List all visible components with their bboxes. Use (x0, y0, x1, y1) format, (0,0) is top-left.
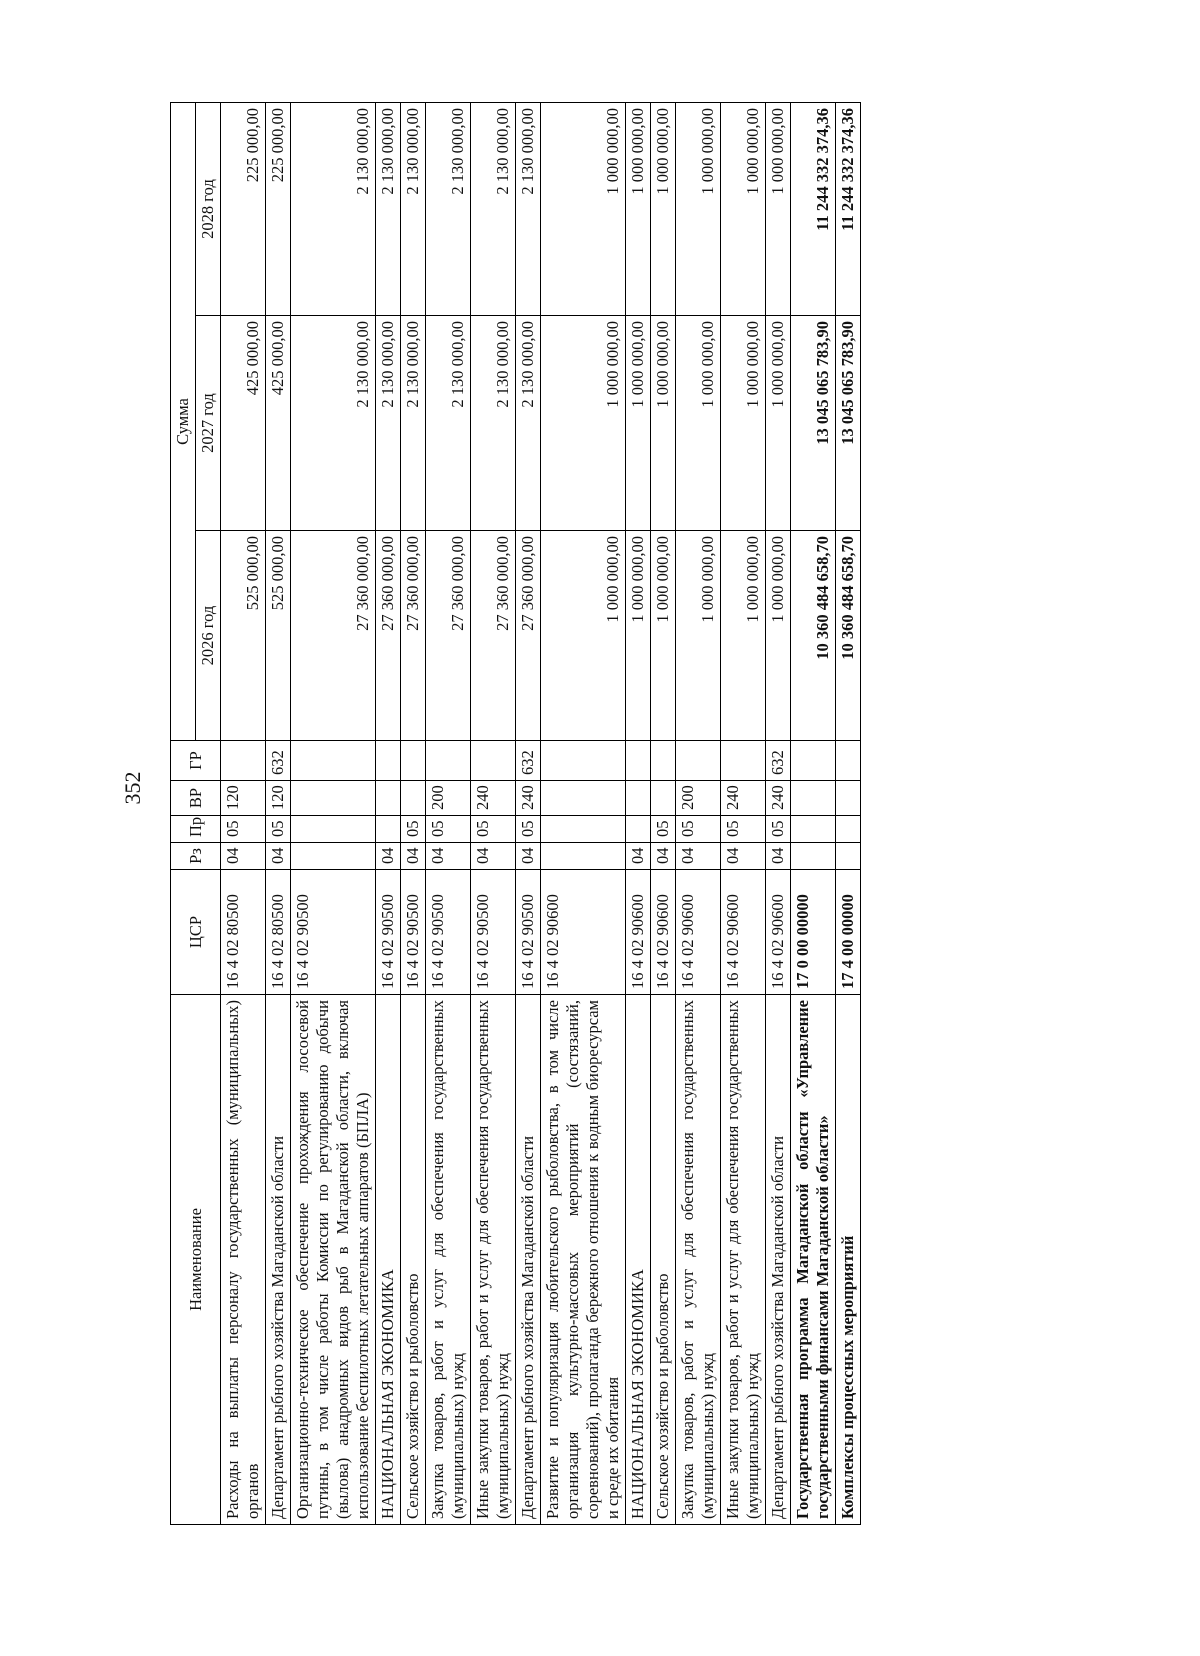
table-row (291, 102, 376, 1524)
row-2028: 2 130 000,00 (471, 102, 516, 315)
row-2026: 1 000 000,00 (651, 531, 676, 741)
header-gr: ГР (171, 741, 221, 781)
row-2027: 1 000 000,00 (721, 316, 766, 531)
row-pr (791, 816, 836, 843)
row-name: Организационно-техническое обеспечение прохождения лососевой путины, в том числе работы Комиссии по регулированию добычи (вылова) анадромных видов рыб в Магаданской области, включая использование беспилотных летательных аппаратов (БПЛА) (291, 995, 376, 1525)
row-gr (626, 741, 651, 781)
row-pr: 05 (221, 816, 266, 843)
row-2028: 1 000 000,00 (626, 102, 651, 315)
row-csr: 16 4 02 80500 (266, 870, 291, 995)
row-rz: 04 (626, 843, 651, 870)
row-rz: 04 (766, 843, 791, 870)
row-csr: 16 4 02 90600 (721, 870, 766, 995)
row-vr: 240 (766, 781, 791, 816)
row-csr: 16 4 02 90500 (426, 870, 471, 995)
row-2026: 525 000,00 (221, 531, 266, 741)
table-row (676, 102, 721, 1524)
row-2026: 27 360 000,00 (401, 531, 426, 741)
row-rz: 04 (721, 843, 766, 870)
row-gr (676, 741, 721, 781)
row-2026: 1 000 000,00 (541, 531, 626, 741)
row-rz: 04 (676, 843, 721, 870)
row-pr: 05 (401, 816, 426, 843)
table-row (471, 102, 516, 1524)
row-2028: 2 130 000,00 (426, 102, 471, 315)
row-csr: 17 4 00 00000 (836, 870, 861, 995)
row-name: Закупка товаров, работ и услуг для обеспечения государственных (муниципальных) нужд (676, 995, 721, 1525)
row-rz: 04 (376, 843, 401, 870)
row-2027: 2 130 000,00 (426, 316, 471, 531)
row-vr (791, 781, 836, 816)
row-csr: 16 4 02 90500 (471, 870, 516, 995)
row-2028: 225 000,00 (266, 102, 291, 315)
row-rz (291, 843, 376, 870)
row-2027: 13 045 065 783,90 (791, 316, 836, 531)
row-2028: 1 000 000,00 (766, 102, 791, 315)
table-row (401, 102, 426, 1524)
row-pr: 05 (266, 816, 291, 843)
row-pr: 05 (766, 816, 791, 843)
row-2026: 1 000 000,00 (676, 531, 721, 741)
row-name: Иные закупки товаров, работ и услуг для обеспечения государственных (муниципальных) нужд (471, 995, 516, 1525)
row-gr (471, 741, 516, 781)
row-pr (626, 816, 651, 843)
row-2028: 1 000 000,00 (541, 102, 626, 315)
row-2027: 2 130 000,00 (291, 316, 376, 531)
row-name: Иные закупки товаров, работ и услуг для обеспечения государственных (муниципальных) нужд (721, 995, 766, 1525)
row-csr: 16 4 02 90600 (541, 870, 626, 995)
table-row (766, 102, 791, 1524)
row-gr: 632 (266, 741, 291, 781)
row-2026: 1 000 000,00 (766, 531, 791, 741)
row-name: Комплексы процессных мероприятий (836, 995, 861, 1525)
header-2027: 2027 год (196, 316, 221, 531)
row-csr: 16 4 02 80500 (221, 870, 266, 995)
header-pr: Пр (171, 816, 221, 843)
row-name: Сельское хозяйство и рыболовство (651, 995, 676, 1525)
row-rz: 04 (516, 843, 541, 870)
row-rz: 04 (401, 843, 426, 870)
row-2028: 2 130 000,00 (376, 102, 401, 315)
row-2028: 11 244 332 374,36 (836, 102, 861, 315)
row-2027: 13 045 065 783,90 (836, 316, 861, 531)
row-gr (221, 741, 266, 781)
header-csr: ЦСР (171, 870, 221, 995)
table-row (426, 102, 471, 1524)
row-2028: 2 130 000,00 (401, 102, 426, 315)
row-gr (541, 741, 626, 781)
row-2028: 225 000,00 (221, 102, 266, 315)
row-gr (426, 741, 471, 781)
row-rz: 04 (471, 843, 516, 870)
row-pr: 05 (676, 816, 721, 843)
table-row (516, 102, 541, 1524)
row-csr: 16 4 02 90500 (401, 870, 426, 995)
row-rz: 04 (651, 843, 676, 870)
row-csr: 16 4 02 90600 (626, 870, 651, 995)
row-name: Государственная программа Магаданской области «Управление государственными финансами Магаданской области» (791, 995, 836, 1525)
table-row (626, 102, 651, 1524)
table-row (651, 102, 676, 1524)
row-gr (291, 741, 376, 781)
row-vr: 120 (221, 781, 266, 816)
row-name: Развитие и популяризация любительского рыболовства, в том числе организация культурно-массовых мероприятий (состязаний, соревнований), пропаганда бережного отношения к водным биоресурсам и среде их обитания (541, 995, 626, 1525)
row-name: Департамент рыбного хозяйства Магаданской области (516, 995, 541, 1525)
page-number: 352 (120, 771, 145, 805)
row-2026: 10 360 484 658,70 (836, 531, 861, 741)
row-pr: 05 (471, 816, 516, 843)
row-csr: 16 4 02 90600 (676, 870, 721, 995)
row-name: НАЦИОНАЛЬНАЯ ЭКОНОМИКА (626, 995, 651, 1525)
row-csr: 16 4 02 90500 (376, 870, 401, 995)
row-2028: 2 130 000,00 (291, 102, 376, 315)
row-vr: 240 (721, 781, 766, 816)
row-pr (376, 816, 401, 843)
table-row (541, 102, 626, 1524)
row-vr (376, 781, 401, 816)
row-2028: 1 000 000,00 (651, 102, 676, 315)
row-csr: 16 4 02 90600 (766, 870, 791, 995)
table-row (266, 102, 291, 1524)
row-2027: 1 000 000,00 (541, 316, 626, 531)
row-pr: 05 (721, 816, 766, 843)
row-vr (626, 781, 651, 816)
row-name: Сельское хозяйство и рыболовство (401, 995, 426, 1525)
row-2026: 1 000 000,00 (721, 531, 766, 741)
row-vr: 200 (426, 781, 471, 816)
row-pr: 05 (651, 816, 676, 843)
row-2028: 2 130 000,00 (516, 102, 541, 315)
row-2026: 27 360 000,00 (471, 531, 516, 741)
row-gr: 632 (516, 741, 541, 781)
header-name: Наименование (171, 995, 221, 1525)
row-gr (376, 741, 401, 781)
header-rz: Рз (171, 843, 221, 870)
row-2027: 1 000 000,00 (626, 316, 651, 531)
row-2026: 27 360 000,00 (516, 531, 541, 741)
row-vr (401, 781, 426, 816)
row-rz (791, 843, 836, 870)
table-row (836, 102, 861, 1524)
row-csr: 16 4 02 90500 (291, 870, 376, 995)
row-2028: 11 244 332 374,36 (791, 102, 836, 315)
row-vr: 200 (676, 781, 721, 816)
row-2027: 1 000 000,00 (651, 316, 676, 531)
header-sum: Сумма (171, 102, 196, 740)
row-2026: 525 000,00 (266, 531, 291, 741)
row-rz: 04 (266, 843, 291, 870)
row-pr (291, 816, 376, 843)
header-2028: 2028 год (196, 102, 221, 315)
row-2027: 425 000,00 (221, 316, 266, 531)
row-gr (401, 741, 426, 781)
row-pr: 05 (426, 816, 471, 843)
row-2028: 1 000 000,00 (676, 102, 721, 315)
header-2026: 2026 год (196, 531, 221, 741)
table-row (376, 102, 401, 1524)
row-2027: 425 000,00 (266, 316, 291, 531)
row-gr (721, 741, 766, 781)
row-csr: 16 4 02 90500 (516, 870, 541, 995)
row-vr (291, 781, 376, 816)
row-2027: 1 000 000,00 (676, 316, 721, 531)
row-gr (791, 741, 836, 781)
row-rz: 04 (221, 843, 266, 870)
row-vr (651, 781, 676, 816)
table-row (791, 102, 836, 1524)
row-gr: 632 (766, 741, 791, 781)
row-2026: 27 360 000,00 (426, 531, 471, 741)
row-2027: 2 130 000,00 (376, 316, 401, 531)
row-name: НАЦИОНАЛЬНАЯ ЭКОНОМИКА (376, 995, 401, 1525)
row-name: Закупка товаров, работ и услуг для обеспечения государственных (муниципальных) нужд (426, 995, 471, 1525)
header-vr: ВР (171, 781, 221, 816)
row-vr (836, 781, 861, 816)
row-rz: 04 (426, 843, 471, 870)
row-name: Департамент рыбного хозяйства Магаданской области (766, 995, 791, 1525)
row-csr: 16 4 02 90600 (651, 870, 676, 995)
row-2027: 2 130 000,00 (516, 316, 541, 531)
row-rz (541, 843, 626, 870)
row-vr: 120 (266, 781, 291, 816)
row-pr: 05 (516, 816, 541, 843)
row-pr (836, 816, 861, 843)
row-vr: 240 (516, 781, 541, 816)
row-csr: 17 0 00 00000 (791, 870, 836, 995)
row-name: Расходы на выплаты персоналу государственных (муниципальных) органов (221, 995, 266, 1525)
row-name: Департамент рыбного хозяйства Магаданской области (266, 995, 291, 1525)
row-2028: 1 000 000,00 (721, 102, 766, 315)
row-vr: 240 (471, 781, 516, 816)
row-2026: 27 360 000,00 (291, 531, 376, 741)
row-2026: 10 360 484 658,70 (791, 531, 836, 741)
row-gr (836, 741, 861, 781)
row-2027: 1 000 000,00 (766, 316, 791, 531)
row-gr (651, 741, 676, 781)
row-2027: 2 130 000,00 (471, 316, 516, 531)
budget-table (170, 102, 861, 1525)
row-rz (836, 843, 861, 870)
row-pr (541, 816, 626, 843)
row-2026: 27 360 000,00 (376, 531, 401, 741)
row-2026: 1 000 000,00 (626, 531, 651, 741)
table-row (721, 102, 766, 1524)
table-row (221, 102, 266, 1524)
rotated-table-container (170, 103, 1070, 1525)
row-vr (541, 781, 626, 816)
row-2027: 2 130 000,00 (401, 316, 426, 531)
